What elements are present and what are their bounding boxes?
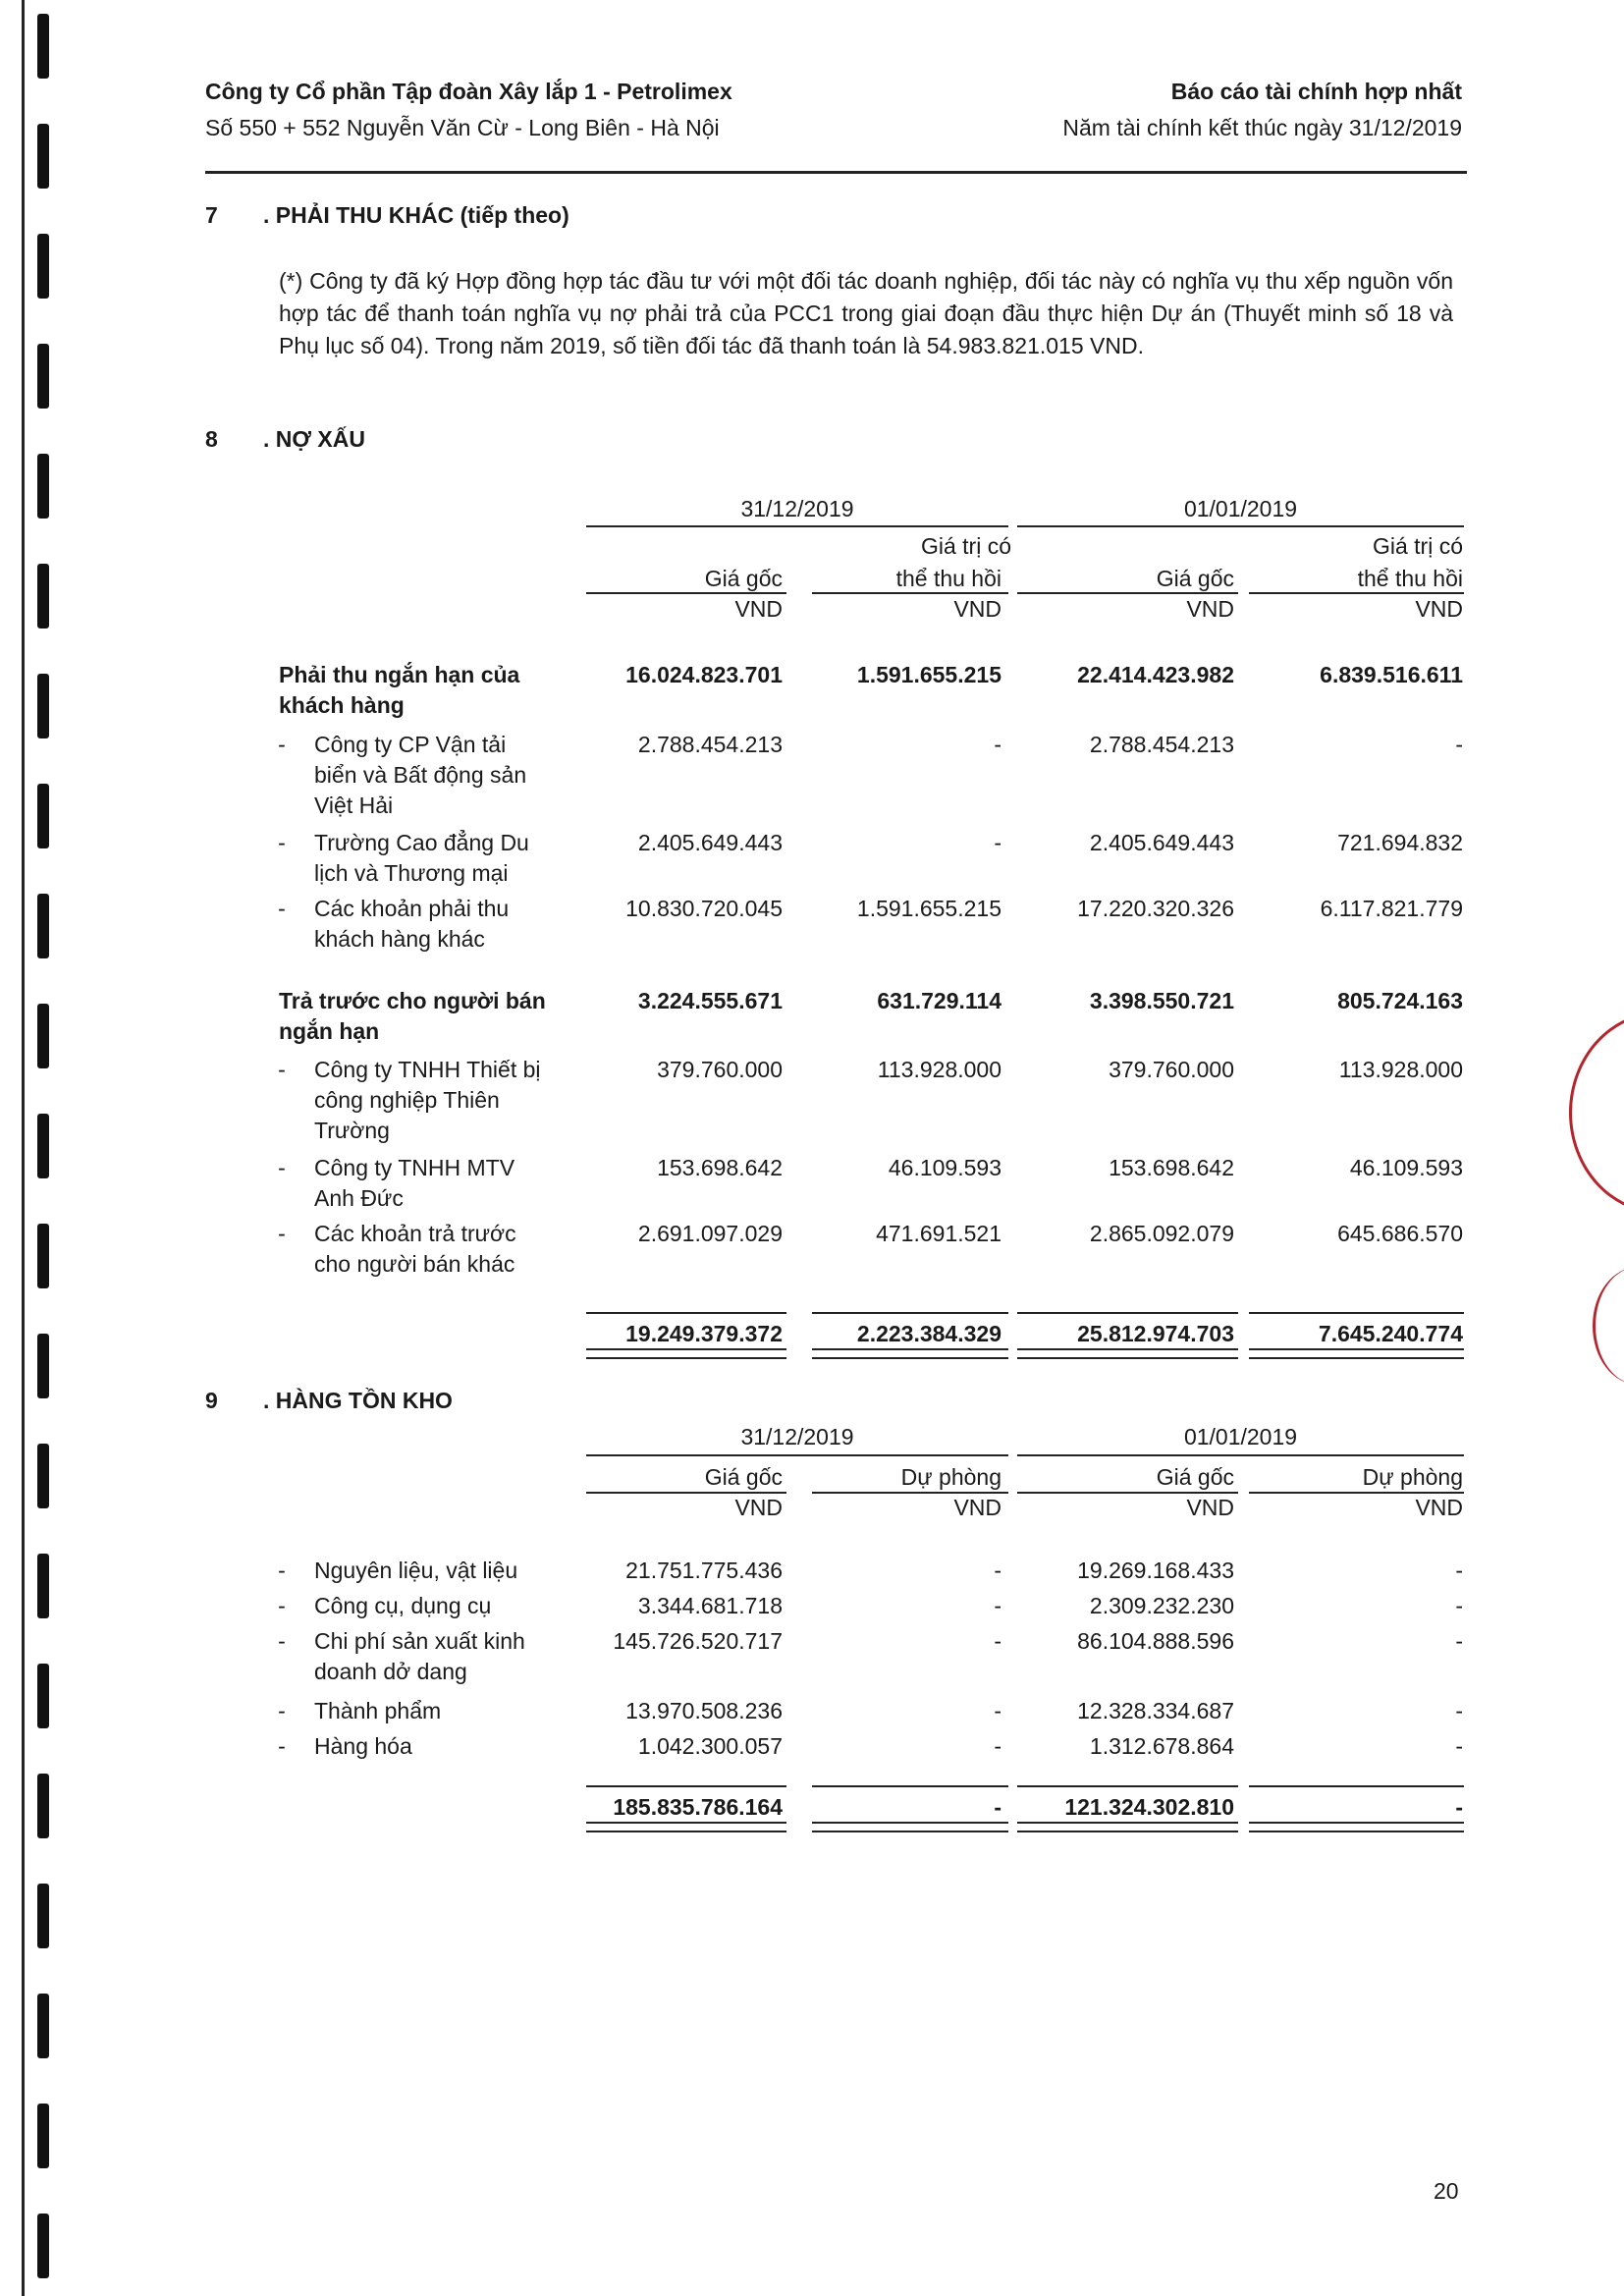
row-label: cho người bán khác [314, 1251, 515, 1277]
total-cell: 121.324.302.810 [1064, 1794, 1234, 1820]
row-label: công nghiệp Thiên [314, 1087, 500, 1113]
value-cell: 2.309.232.230 [1089, 1593, 1234, 1618]
period-1-heading: 31/12/2019 [740, 496, 854, 521]
total-cell: 19.249.379.372 [625, 1321, 783, 1346]
total-cell: 185.835.786.164 [613, 1794, 783, 1820]
list-dash: - [278, 1057, 286, 1082]
col-cost-1: Giá gốc [704, 566, 783, 591]
list-dash: - [278, 1698, 286, 1723]
section-7-note: (*) Công ty đã ký Hợp đồng hợp tác đầu tư với một đối tác doanh nghiệp, đối tác này có nghĩa vụ thu xếp nguồn vốn hợp tác để thanh toán nghĩa vụ nợ phải trả của PCC1 trong giai đoạn đầu thực hiện Dự án (Thuyết minh số 18 và Phụ lục số 04). Trong năm 2019, số tiền đối tác đã thanh toán là 54.983.821.015 VND. [279, 268, 1453, 358]
double-rule [812, 1822, 1008, 1832]
total-cell: 25.812.974.703 [1077, 1321, 1234, 1346]
list-dash: - [278, 1733, 286, 1759]
list-dash: - [278, 830, 286, 855]
binder-hole [37, 784, 49, 848]
value-cell: 1.312.678.864 [1089, 1733, 1234, 1759]
value-cell: - [1455, 1593, 1463, 1618]
total-rule [1249, 1312, 1464, 1314]
value-cell: - [1455, 1558, 1463, 1583]
period-2-heading: 01/01/2019 [1183, 496, 1298, 521]
row-label: Anh Đức [314, 1185, 404, 1211]
company-name: Công ty Cổ phần Tập đoàn Xây lắp 1 - Petrolimex [205, 79, 732, 104]
row-label: Các khoản trả trước [314, 1221, 516, 1246]
total-cell: - [1455, 1794, 1463, 1820]
value-cell: 17.220.320.326 [1077, 896, 1234, 921]
col-provision-1: Dự phòng [900, 1464, 1001, 1490]
value-cell: 153.698.642 [657, 1155, 783, 1180]
value-cell: 3.224.555.671 [637, 988, 783, 1013]
binder-hole [37, 1004, 49, 1068]
row-label: biển và Bất động sản [314, 762, 527, 788]
row-label: Trường [314, 1118, 390, 1143]
col-recoverable-1-line1: Giá trị có [920, 533, 1011, 559]
unit-2: VND [953, 596, 1001, 622]
value-cell: - [1455, 1733, 1463, 1759]
list-dash: - [278, 1628, 286, 1654]
group-label: ngắn hạn [279, 1018, 380, 1044]
total-rule [812, 1312, 1008, 1314]
value-cell: - [994, 732, 1001, 757]
total-rule [1249, 1785, 1464, 1787]
value-cell: 1.591.655.215 [856, 662, 1001, 687]
row-label: lịch và Thương mại [314, 860, 509, 886]
value-cell: 1.591.655.215 [856, 896, 1001, 921]
value-cell: 19.269.168.433 [1077, 1558, 1234, 1583]
value-cell: 16.024.823.701 [625, 662, 783, 687]
value-cell: 645.686.570 [1337, 1221, 1463, 1246]
binder-hole [37, 564, 49, 629]
value-cell: - [994, 1558, 1001, 1583]
row-label: Chi phí sản xuất kinh [314, 1628, 525, 1654]
company-stamp [1569, 1011, 1624, 1214]
total-cell: - [994, 1794, 1001, 1820]
binder-hole [37, 1884, 49, 1948]
value-cell: - [994, 1593, 1001, 1618]
value-cell: 113.928.000 [877, 1057, 1001, 1082]
row-label: Thành phẩm [314, 1698, 442, 1723]
value-cell: 113.928.000 [1338, 1057, 1463, 1082]
total-rule [586, 1312, 786, 1314]
period-1-rule [586, 525, 1008, 527]
row-label: doanh dở dang [314, 1659, 467, 1684]
row-label: khách hàng khác [314, 926, 485, 952]
value-cell: 379.760.000 [1109, 1057, 1234, 1082]
value-cell: - [994, 1628, 1001, 1654]
value-cell: 22.414.423.982 [1077, 662, 1234, 687]
binder-hole [37, 1334, 49, 1398]
col-recoverable-1-line2: thể thu hồi [895, 566, 1001, 591]
unit-3: VND [1186, 596, 1234, 622]
unit-4: VND [1415, 596, 1463, 622]
binder-spine [22, 0, 25, 2296]
value-cell: 3.344.681.718 [637, 1593, 783, 1618]
section-7-number: 7 [205, 202, 218, 228]
value-cell: 2.405.649.443 [637, 830, 783, 855]
col-recoverable-2-line1: Giá trị có [1372, 533, 1463, 559]
total-rule [812, 1785, 1008, 1787]
unit-3: VND [1186, 1495, 1234, 1520]
double-rule [812, 1348, 1008, 1359]
value-cell: 1.042.300.057 [637, 1733, 783, 1759]
binder-hole [37, 1994, 49, 2058]
value-cell: 2.691.097.029 [637, 1221, 783, 1246]
binder-hole [37, 454, 49, 519]
row-label: Các khoản phải thu [314, 896, 510, 921]
stamp-arc [1593, 1267, 1624, 1385]
total-rule [1017, 1312, 1238, 1314]
value-cell: - [1455, 732, 1463, 757]
row-label: Nguyên liệu, vật liệu [314, 1558, 518, 1583]
binder-hole [37, 124, 49, 189]
list-dash: - [278, 1155, 286, 1180]
value-cell: 6.117.821.779 [1320, 896, 1463, 921]
value-cell: 46.109.593 [1349, 1155, 1463, 1180]
group-label: Phải thu ngắn hạn của [279, 662, 520, 687]
double-rule [1017, 1822, 1238, 1832]
total-cell: 7.645.240.774 [1318, 1321, 1463, 1346]
value-cell: 631.729.114 [877, 988, 1001, 1013]
total-rule [1017, 1785, 1238, 1787]
value-cell: 3.398.550.721 [1089, 988, 1234, 1013]
group-label: khách hàng [279, 692, 405, 718]
company-address: Số 550 + 552 Nguyễn Văn Cừ - Long Biên - Hà Nội [205, 115, 720, 140]
double-rule [1249, 1348, 1464, 1359]
value-cell: 2.865.092.079 [1089, 1221, 1234, 1246]
unit-1: VND [734, 596, 783, 622]
row-label: Công ty TNHH Thiết bị [314, 1057, 541, 1082]
binder-hole [37, 1664, 49, 1728]
binder-hole [37, 894, 49, 958]
report-title: Báo cáo tài chính hợp nhất [1170, 79, 1462, 104]
section-8-number: 8 [205, 426, 218, 452]
row-label: Trường Cao đẳng Du [314, 830, 529, 855]
col-cost-1: Giá gốc [704, 1464, 783, 1490]
group-label: Trả trước cho người bán [279, 988, 546, 1013]
binder-hole [37, 234, 49, 299]
binder-hole [37, 1774, 49, 1838]
total-cell: 2.223.384.329 [856, 1321, 1001, 1346]
section-8-title: . NỢ XẤU [263, 426, 365, 452]
binder-hole [37, 2104, 49, 2168]
row-label: Hàng hóa [314, 1733, 412, 1759]
value-cell: 2.405.649.443 [1089, 830, 1234, 855]
period-2-rule [1017, 1454, 1464, 1456]
binder-hole [37, 2214, 49, 2278]
binder-hole [37, 1444, 49, 1508]
value-cell: - [994, 830, 1001, 855]
row-label: Công ty CP Vận tải [314, 732, 507, 757]
binder-hole [37, 1554, 49, 1618]
double-rule [1249, 1822, 1464, 1832]
list-dash: - [278, 1558, 286, 1583]
binder-hole [37, 1224, 49, 1288]
page-number: 20 [1434, 2178, 1459, 2204]
col-cost-2: Giá gốc [1156, 566, 1234, 591]
value-cell: 46.109.593 [888, 1155, 1001, 1180]
list-dash: - [278, 896, 286, 921]
value-cell: 13.970.508.236 [625, 1698, 783, 1723]
unit-1: VND [734, 1495, 783, 1520]
value-cell: 379.760.000 [657, 1057, 783, 1082]
row-label: Công cụ, dụng cụ [314, 1593, 492, 1618]
list-dash: - [278, 1221, 286, 1246]
value-cell: 10.830.720.045 [625, 896, 783, 921]
double-rule [586, 1822, 786, 1832]
unit-4: VND [1415, 1495, 1463, 1520]
value-cell: 21.751.775.436 [625, 1558, 783, 1583]
double-rule [1017, 1348, 1238, 1359]
period-2-rule [1017, 525, 1464, 527]
double-rule [586, 1348, 786, 1359]
col-recoverable-2-line2: thể thu hồi [1357, 566, 1463, 591]
value-cell: 471.691.521 [876, 1221, 1001, 1246]
period-1-rule [586, 1454, 1008, 1456]
section-9-title: . HÀNG TỒN KHO [263, 1388, 453, 1413]
fiscal-year: Năm tài chính kết thúc ngày 31/12/2019 [1062, 115, 1462, 140]
value-cell: - [994, 1733, 1001, 1759]
binder-hole [37, 14, 49, 79]
value-cell: 145.726.520.717 [613, 1628, 783, 1654]
section-7-title: . PHẢI THU KHÁC (tiếp theo) [263, 202, 569, 228]
period-1-heading: 31/12/2019 [740, 1424, 854, 1449]
value-cell: - [994, 1698, 1001, 1723]
binder-hole [37, 1114, 49, 1178]
header-rule [205, 171, 1467, 174]
value-cell: 6.839.516.611 [1320, 662, 1463, 687]
unit-2: VND [953, 1495, 1001, 1520]
period-2-heading: 01/01/2019 [1183, 1424, 1298, 1449]
binder-hole [37, 674, 49, 738]
value-cell: 12.328.334.687 [1077, 1698, 1234, 1723]
value-cell: 2.788.454.213 [637, 732, 783, 757]
section-9-number: 9 [205, 1388, 218, 1413]
value-cell: - [1455, 1698, 1463, 1723]
binder-hole [37, 344, 49, 409]
row-label: Việt Hải [314, 793, 394, 818]
list-dash: - [278, 732, 286, 757]
value-cell: 153.698.642 [1109, 1155, 1234, 1180]
value-cell: - [1455, 1628, 1463, 1654]
value-cell: 721.694.832 [1337, 830, 1463, 855]
value-cell: 805.724.163 [1337, 988, 1463, 1013]
value-cell: 86.104.888.596 [1077, 1628, 1234, 1654]
total-rule [586, 1785, 786, 1787]
col-cost-2: Giá gốc [1156, 1464, 1234, 1490]
col-provision-2: Dự phòng [1362, 1464, 1463, 1490]
list-dash: - [278, 1593, 286, 1618]
value-cell: 2.788.454.213 [1089, 732, 1234, 757]
row-label: Công ty TNHH MTV [314, 1155, 515, 1180]
